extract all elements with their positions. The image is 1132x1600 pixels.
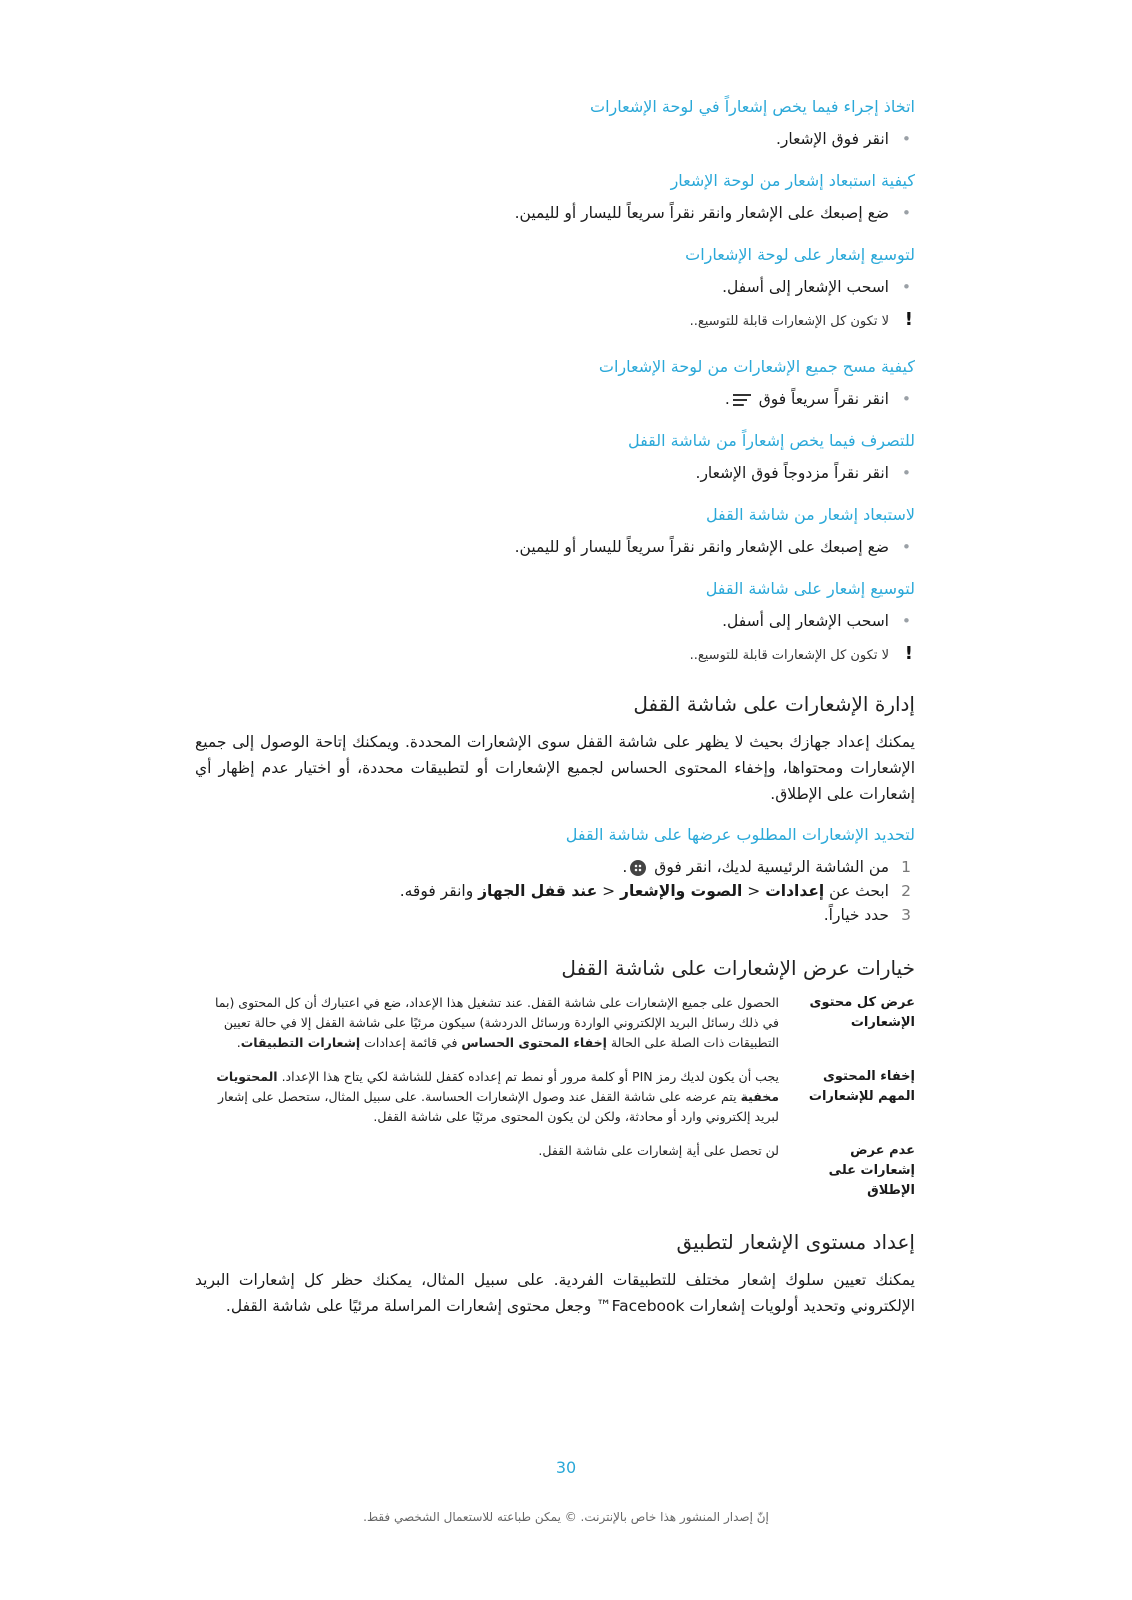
step-text: ابحث عن: [829, 882, 889, 900]
desc-bold: المحتويات مخفية: [216, 1069, 779, 1104]
bullet-item: • اسحب الإشعار إلى أسفل.: [195, 609, 915, 633]
steps-list: [195, 855, 915, 927]
step-number: 1: [901, 858, 911, 876]
footer-note: إنّ إصدار المنشور هذا خاص بالإنترنت. © يمكن طباعته للاستعمال الشخصي فقط.: [363, 1510, 769, 1524]
desc-text: .: [236, 1035, 241, 1050]
step-text-end: .: [622, 858, 628, 876]
body-paragraph: يمكنك إعداد جهازك بحيث لا يظهر على شاشة القفل سوى الإشعارات المحددة. ويمكنك إتاحة الوصول إلى جميع الإشعارات ومحتواها، وإخفاء المحتوى الحساس لجميع الإشعارات أو لتطبيقات محددة، أو اختيار عدم إظهار أي إشعارات على الإطلاق.: [195, 733, 915, 803]
subtitle: لاستبعاد إشعار من شاشة القفل: [705, 505, 915, 524]
desc-text: الحصول على جميع الإشعارات على شاشة القفل. عند تشغيل هذا الإعداد، ضع في اعتبارك أن كل المحتوى (بما في ذلك رسائل البريد الإلكتروني الواردة ورسائل الدردشة) سيكون مرئيًا على شاشة القفل إلا في حالة تعيين التطبيقات ذات الصلة على الحالة: [214, 995, 779, 1050]
subtitle: كيفية استبعاد إشعار من لوحة الإشعار: [670, 171, 915, 190]
bullet-item: • ضع إصبعك على الإشعار وانقر نقراً سريعاً لليسار أو لليمين.: [195, 201, 915, 225]
note: [195, 645, 915, 667]
settings-label: إعدادات: [765, 882, 825, 900]
subtitle: اتخاذ إجراء فيما يخص إشعاراً في لوحة الإشعارات: [590, 97, 915, 116]
desc-text: في قائمة إعدادات: [360, 1035, 462, 1050]
bullet-item: • انقر نقراً مزدوجاً فوق الإشعار.: [195, 461, 915, 485]
bullet-item: • انقر فوق الإشعار.: [195, 127, 915, 151]
step-number: 3: [901, 906, 911, 924]
note: [195, 311, 915, 333]
device-locked-label: عند قفل الجهاز: [478, 882, 598, 900]
options-table: [195, 993, 915, 1201]
bullet-text: انقر نقراً سريعاً فوق: [758, 390, 889, 408]
bullet-item: • ضع إصبعك على الإشعار وانقر نقراً سريعاً لليسار أو لليمين.: [195, 535, 915, 559]
section-heading: إدارة الإشعارات على شاشة القفل: [633, 692, 915, 716]
body-paragraph: يمكنك تعيين سلوك إشعار مختلف للتطبيقات الفردية. على سبيل المثال، يمكنك حظر كل إشعارات البريد الإلكتروني وتحديد أولويات إشعارات Facebook™ وجعل محتوى إشعارات المراسلة مرئيًا على شاشة القفل.: [195, 1271, 915, 1315]
step-text-end: وانقر فوقه.: [399, 882, 479, 900]
step-item: [195, 903, 915, 927]
section-heading: خيارات عرض الإشعارات على شاشة القفل: [561, 956, 915, 980]
bullet-item: [195, 387, 915, 411]
option-description: [195, 993, 779, 1053]
page-number: 30: [555, 1458, 577, 1477]
sound-notification-label: الصوت والإشعار: [620, 882, 743, 900]
subtitle: لتوسيع إشعار على شاشة القفل: [705, 579, 915, 598]
desc-bold: إخفاء المحتوى الحساس: [461, 1035, 607, 1050]
desc-text: يجب أن يكون لديك رمز PIN أو كلمة مرور أو نمط تم إعداده كقفل للشاشة لكي يتاح هذا الإعداد.: [277, 1069, 779, 1084]
bullet-item: • اسحب الإشعار إلى أسفل.: [195, 275, 915, 299]
option-name: عدم عرض إشعارات على الإطلاق: [828, 1143, 915, 1198]
step-text: حدد خياراً.: [823, 906, 889, 924]
step-number: 2: [901, 882, 911, 900]
apps-icon: [630, 860, 646, 876]
path-separator: <: [597, 882, 621, 900]
subtitle: كيفية مسح جميع الإشعارات من لوحة الإشعارات: [598, 357, 915, 376]
option-description: [195, 1067, 779, 1127]
clear-all-icon: [733, 394, 751, 406]
path-separator: <: [742, 882, 766, 900]
option-description: لن تحصل على أية إشعارات على شاشة القفل.: [538, 1143, 779, 1158]
subtitle: للتصرف فيما يخص إشعاراً من شاشة القفل: [627, 431, 915, 450]
note-text: لا تكون كل الإشعارات قابلة للتوسيع..: [689, 648, 889, 663]
desc-bold: إشعارات التطبيقات: [240, 1035, 361, 1050]
step-item: [195, 855, 915, 879]
desc-text: يتم عرضه على شاشة القفل عند وصول الإشعارات الحساسة. على سبيل المثال، ستحصل على إشعار لبريد إلكتروني وارد أو محادثة، ولكن لن يكون المحتوى مرئيًا على شاشة القفل.: [218, 1089, 779, 1124]
option-name: عرض كل محتوى الإشعارات: [809, 995, 915, 1030]
section-heading: إعداد مستوى الإشعار لتطبيق: [676, 1230, 915, 1254]
exclamation-icon: !: [904, 643, 913, 664]
subtitle: لتحديد الإشعارات المطلوب عرضها على شاشة القفل: [565, 825, 915, 844]
subtitle: لتوسيع إشعار على لوحة الإشعارات: [685, 245, 915, 264]
bullet-text-end: .: [724, 390, 730, 408]
exclamation-icon: !: [904, 309, 913, 330]
step-text: من الشاشة الرئيسية لديك، انقر فوق: [654, 858, 889, 876]
note-text: لا تكون كل الإشعارات قابلة للتوسيع..: [689, 314, 889, 329]
step-item: [195, 879, 915, 903]
document-page: [195, 95, 915, 1335]
option-name: إخفاء المحتوى المهم للإشعارات: [808, 1069, 915, 1104]
